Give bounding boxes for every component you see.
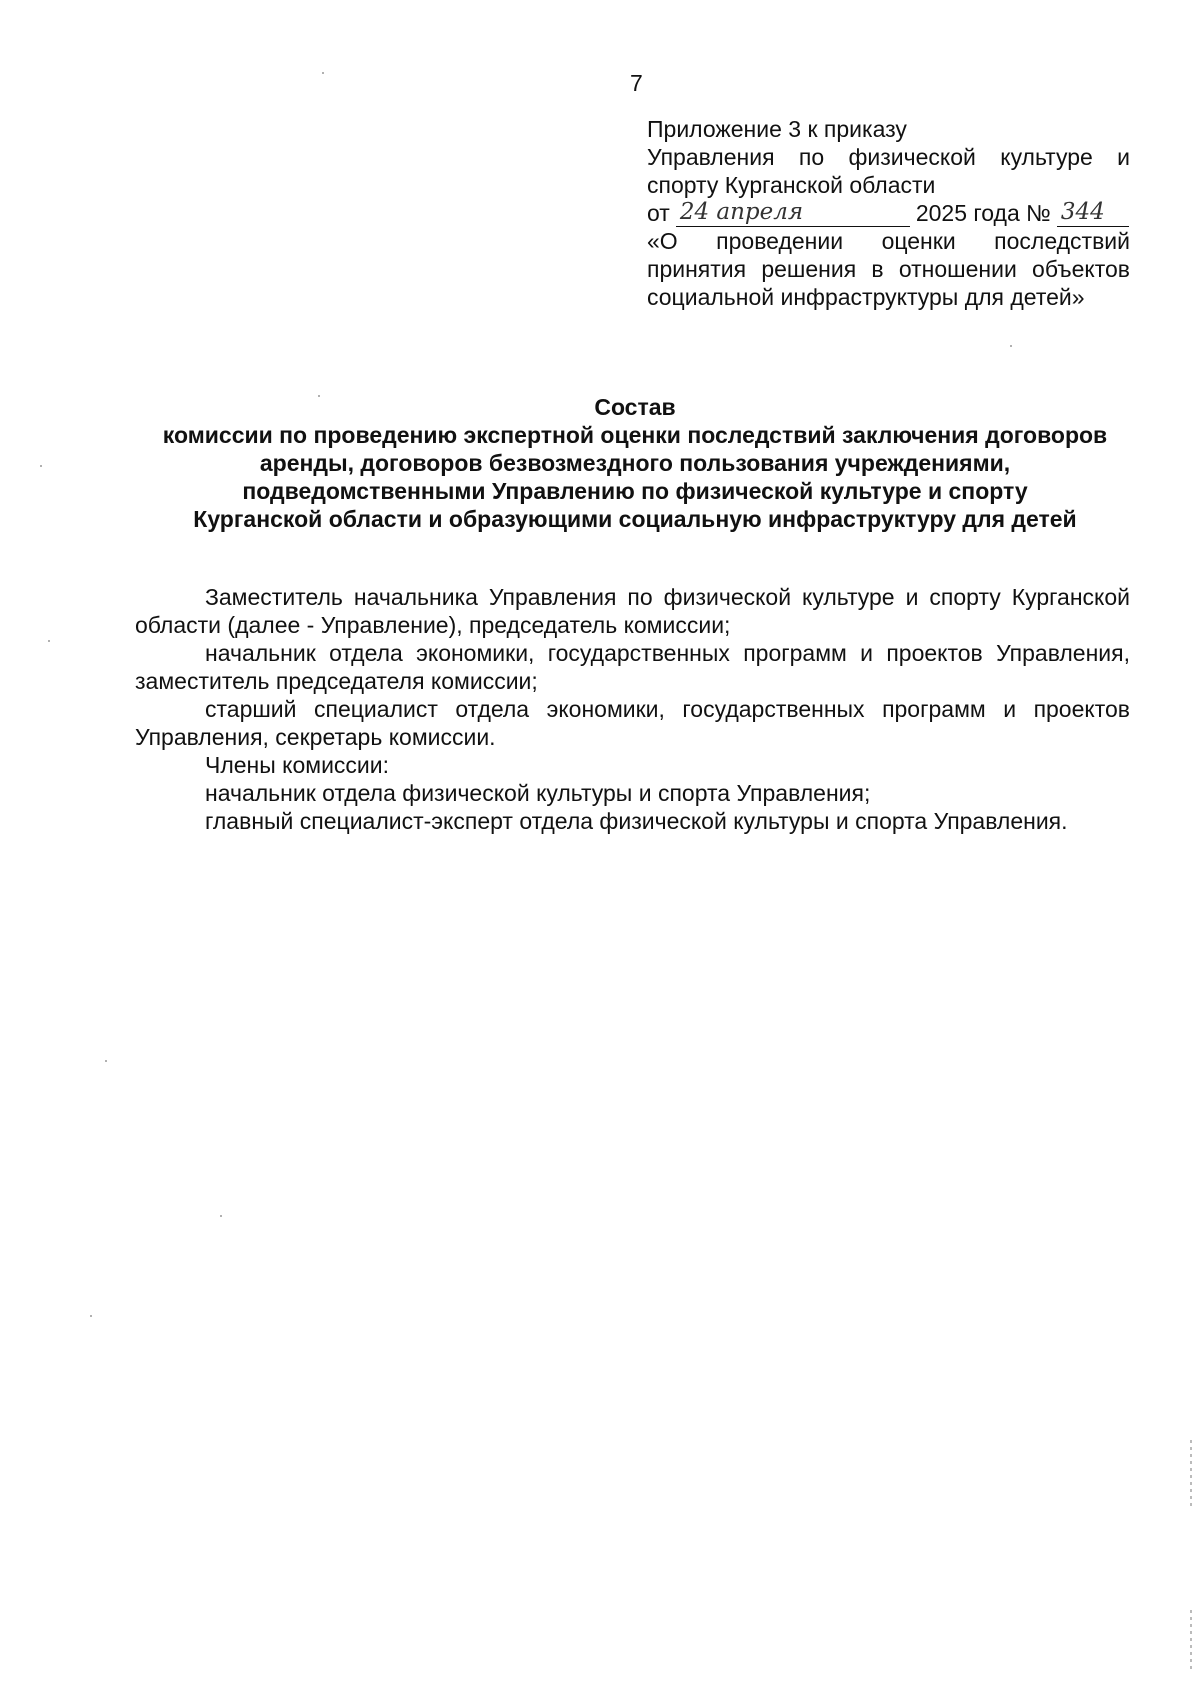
title-heading: Состав	[594, 394, 676, 420]
appendix-line: Управления по физической культуре и	[647, 144, 1130, 170]
title-line: аренды, договоров безвозмездного пользования учреждениями,	[259, 450, 1011, 476]
scan-edge-mark	[1190, 1610, 1192, 1670]
scan-edge-mark	[1190, 1440, 1192, 1510]
page-number: 7	[630, 70, 643, 96]
appendix-line: социальной инфраструктуры для детей»	[647, 284, 1085, 310]
appendix-line: Приложение 3 к приказу	[647, 116, 907, 142]
year-label: 2025 года №	[915, 200, 1051, 226]
member-deputy-chair: начальник отдела экономики, государственных программ и проектов Управления, заместитель председателя комиссии;	[135, 640, 1130, 694]
appendix-line: спорту Курганской области	[647, 172, 936, 198]
scan-speck	[90, 1315, 92, 1317]
handwritten-order-number: 344	[1057, 200, 1129, 227]
title-line: комиссии по проведению экспертной оценки последствий заключения договоров	[162, 422, 1108, 448]
member-secretary: старший специалист отдела экономики, государственных программ и проектов Управления, секретарь комиссии.	[135, 696, 1130, 750]
order-date-line	[647, 199, 1130, 227]
member-chair: Заместитель начальника Управления по физической культуре и спорту Курганской области (далее - Управление), председатель комиссии;	[135, 584, 1130, 638]
title-line: Курганской области и образующими социальную инфраструктуру для детей	[193, 506, 1077, 532]
scan-speck	[40, 465, 42, 467]
appendix-line: «О проведении оценки последствий	[647, 228, 1130, 254]
scan-speck	[105, 1060, 107, 1062]
appendix-header	[647, 115, 1130, 311]
from-label: от	[647, 200, 670, 226]
handwritten-date: 24 апреля	[676, 200, 910, 227]
commission-members	[135, 583, 1130, 835]
member-item: главный специалист-эксперт отдела физической культуры и спорта Управления.	[205, 808, 1068, 834]
scan-speck	[1010, 345, 1012, 347]
scan-speck	[318, 395, 320, 397]
title-line: подведомственными Управлению по физической культуре и спорту	[242, 478, 1028, 504]
scan-speck	[322, 72, 324, 74]
scan-speck	[220, 1215, 222, 1217]
scan-speck	[48, 640, 50, 642]
document-title	[120, 393, 1150, 533]
members-heading: Члены комиссии:	[205, 752, 390, 778]
appendix-line: принятия решения в отношении объектов	[647, 256, 1130, 282]
member-item: начальник отдела физической культуры и спорта Управления;	[205, 780, 871, 806]
